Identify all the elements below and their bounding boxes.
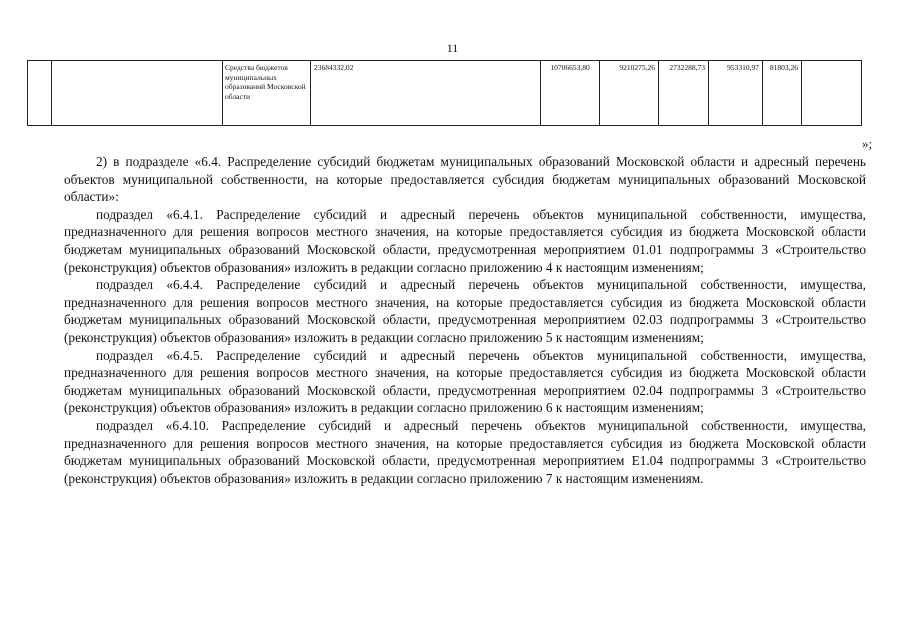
closing-quote: »; [862,136,873,151]
table-cell-empty [28,61,52,126]
total-cell: 23684332,02 [311,61,541,126]
table-row [28,61,862,126]
value-cell: 81803,26 [763,61,802,126]
amendment-text [64,153,866,487]
paragraph-6-4-10: подраздел «6.4.10. Распределение субсидий и адресный перечень объектов муниципальной собственности, имущества, предназначенного для решения вопросов местного значения, на которые предоставляется субсидия из бюджета Московской области бюджетам муниципальных образований Московской области, предусмотренная мероприятием Е1.04 подпрограммы 3 «Строительство (реконструкция) объектов образования» изложить в редакции согласно приложению 7 к настоящим изменениям. [64,417,866,486]
value-cell: 2732288,73 [659,61,709,126]
financing-table [27,60,862,126]
value-cell: 10706653,80 [541,61,600,126]
paragraph-6-4-1: подраздел «6.4.1. Распределение субсидий и адресный перечень объектов муниципальной собственности, имущества, предназначенного для решения вопросов местного значения, на которые предоставляется субсидия из бюджета Московской области бюджетам муниципальных образований Московской области, предусмотренная мероприятием 01.01 подпрограммы 3 «Строительство (реконструкция) объектов образования» изложить в редакции согласно приложению 4 к настоящим изменениям; [64,206,866,275]
value-cell: 9210275,26 [600,61,659,126]
page-number: 11 [446,41,459,55]
funding-source-cell: Средства бюджетов муниципальных образований Московской области [223,61,311,126]
paragraph-intro: 2) в подразделе «6.4. Распределение субсидий бюджетам муниципальных образований Московской области и адресный перечень объектов муниципальной собственности, на которые предоставляется субсидия бюджетам муниципальных образований Московской области»: [64,154,866,205]
table-cell-empty [52,61,223,126]
table-cell-empty [802,61,862,126]
paragraph-6-4-4: подраздел «6.4.4. Распределение субсидий и адресный перечень объектов муниципальной собственности, имущества, предназначенного для решения вопросов местного значения, на которые предоставляется субсидия из бюджета Московской области бюджетам муниципальных образований Московской области, предусмотренная мероприятием 02.03 подпрограммы 3 «Строительство (реконструкция) объектов образования» изложить в редакции согласно приложению 5 к настоящим изменениям; [64,277,866,345]
paragraph-6-4-5: подраздел «6.4.5. Распределение субсидий и адресный перечень объектов муниципальной собственности, имущества, предназначенного для решения вопросов местного значения, на которые предоставляется субсидия из бюджета Московской области бюджетам муниципальных образований Московской области, предусмотренная мероприятием 02.04 подпрограммы 3 «Строительство (реконструкция) объектов образования» изложить в редакции согласно приложению 6 к настоящим изменениям; [64,347,866,416]
value-cell: 953310,97 [709,61,763,126]
